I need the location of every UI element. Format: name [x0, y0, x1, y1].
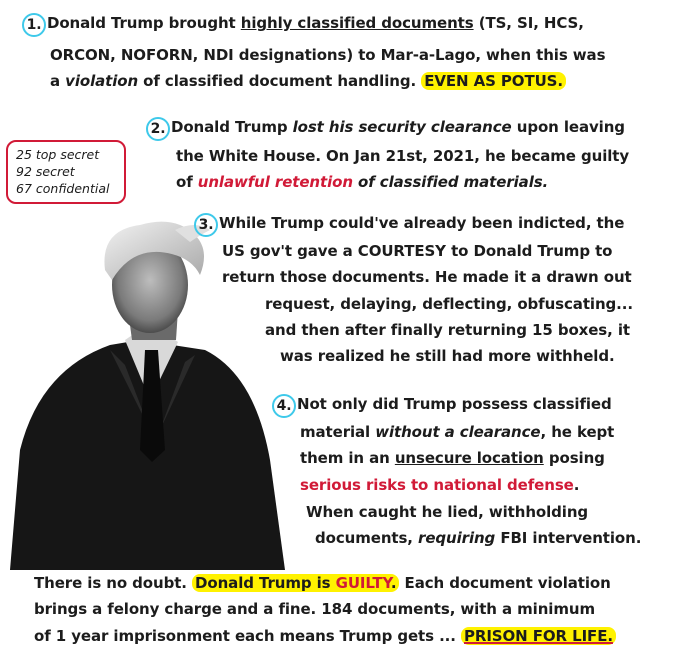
point-3-number: 3. — [194, 213, 218, 237]
point-3-line-4: request, delaying, deflecting, obfuscating... — [265, 295, 633, 313]
document-count-badge — [6, 140, 126, 204]
point-2-number: 2. — [146, 117, 170, 141]
conclusion-line-1: There is no doubt. Donald Trump is GUILTY. Each document violation — [34, 574, 611, 592]
badge-confidential: 67 confidential — [16, 181, 110, 196]
point-4-line-2: material without a clearance, he kept — [300, 423, 615, 441]
point-4-line-3: them in an unsecure location posing — [300, 449, 605, 467]
point-4-line-5: When caught he lied, withholding — [306, 503, 589, 521]
point-2-line-2: the White House. On Jan 21st, 2021, he became guilty — [176, 147, 630, 165]
point-1-number: 1. — [22, 13, 46, 37]
badge-secret: 92 secret — [16, 164, 75, 179]
conclusion-line-2: brings a felony charge and a fine. 184 documents, with a minimum — [34, 600, 595, 618]
point-3-line-3: return those documents. He made it a drawn out — [222, 268, 632, 286]
point-2-line-1: 2. Donald Trump lost his security clearance upon leaving — [146, 116, 625, 141]
point-1-line-2: ORCON, NOFORN, NDI designations) to Mar-a-Lago, when this was — [50, 46, 606, 64]
point-4-line-6: documents, requiring FBI intervention. — [315, 529, 642, 547]
point-1-line-1: 1. Donald Trump brought highly classified documents (TS, SI, HCS, — [22, 12, 584, 37]
point-4-line-1: 4. Not only did Trump possess classified — [272, 393, 612, 418]
guilty-highlight: Donald Trump is GUILTY. — [192, 574, 399, 592]
point-1-line-3: a violation of classified document handling. EVEN AS POTUS. — [50, 70, 566, 92]
point-2-line-3: of unlawful retention of classified materials. — [176, 173, 549, 191]
unlawful-retention-text: unlawful retention — [197, 173, 353, 191]
point-3-line-6: was realized he still had more withheld. — [280, 347, 615, 365]
potus-highlight: EVEN AS POTUS. — [421, 72, 566, 90]
badge-top-secret: 25 top secret — [16, 147, 100, 162]
national-defense-text: serious risks to national defense — [300, 476, 574, 494]
point-3-line-1: 3. While Trump could've already been indicted, the — [194, 212, 624, 237]
point-3-line-2: US gov't gave a COURTESY to Donald Trump to — [222, 242, 613, 260]
conclusion-line-3: of 1 year imprisonment each means Trump gets ... PRISON FOR LIFE. — [34, 625, 616, 647]
point-4-number: 4. — [272, 394, 296, 418]
prison-for-life-highlight: PRISON FOR LIFE. — [461, 627, 616, 645]
point-3-line-5: and then after finally returning 15 boxes, it — [265, 321, 630, 339]
point-4-line-4: serious risks to national defense. — [300, 476, 580, 494]
